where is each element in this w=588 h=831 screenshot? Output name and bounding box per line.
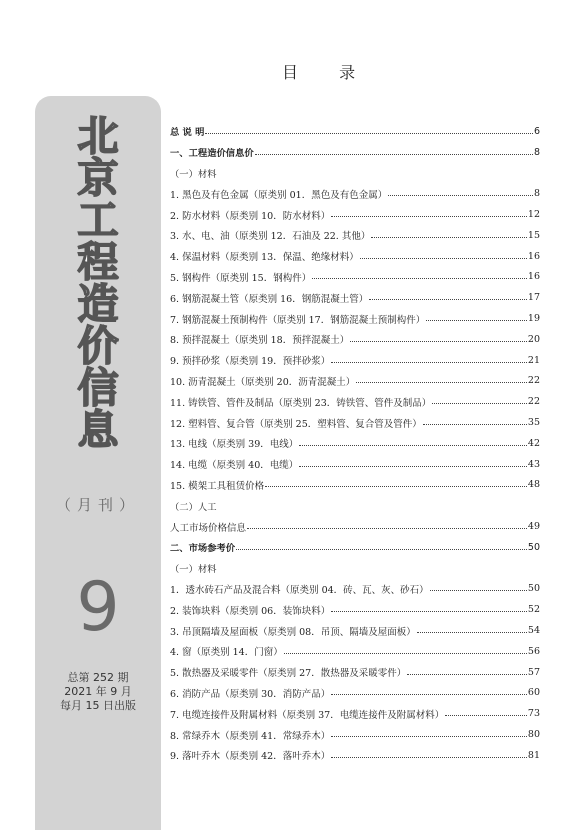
toc-entry-label: 5. 钢构件（原类别 15．钢构件） — [170, 272, 312, 284]
dot-leader — [331, 362, 527, 363]
toc-entry[interactable] — [170, 350, 540, 371]
toc-entry-page: 48 — [527, 479, 540, 491]
toc-entry-page: 80 — [527, 729, 540, 740]
dot-leader — [350, 341, 527, 342]
toc-entry[interactable] — [170, 412, 540, 433]
issue-number: 9 — [76, 568, 120, 647]
toc-entry-label: 二、市场参考价 — [170, 543, 236, 555]
dot-leader — [284, 653, 527, 654]
toc-entry-label: 15. 模架工具租赁价格 — [170, 480, 265, 492]
toc-entry[interactable] — [170, 183, 540, 204]
toc-entry[interactable] — [170, 516, 540, 537]
toc-entry-label: 3. 水、电、油（原类别 12．石油及 22. 其他） — [170, 231, 371, 243]
toc-entry-label: 人工市场价格信息 — [170, 522, 247, 534]
dot-leader — [417, 632, 527, 633]
toc-entry-label: 8. 常绿乔木（原类别 41．常绿乔木） — [170, 730, 331, 742]
toc-entry[interactable] — [170, 579, 540, 600]
toc-entry[interactable] — [170, 163, 540, 184]
dot-leader — [205, 133, 533, 134]
dot-leader — [432, 403, 527, 404]
dot-leader — [299, 445, 527, 446]
dot-leader — [331, 736, 527, 737]
toc-entry[interactable] — [170, 204, 540, 225]
toc-entry[interactable] — [170, 703, 540, 724]
toc-entry[interactable] — [170, 391, 540, 412]
dot-leader — [445, 715, 527, 716]
toc-entry-page: 20 — [527, 333, 540, 345]
toc-entry-page: 17 — [527, 292, 540, 304]
toc-entry-page: 21 — [527, 354, 540, 366]
toc-entry-page: 60 — [527, 687, 540, 699]
dot-leader — [236, 549, 527, 550]
toc-entry-label: 3. 吊顶隔墙及屋面板（原类别 08．吊顶、隔墙及屋面板） — [170, 626, 416, 638]
toc-entry-page: 56 — [527, 645, 540, 657]
toc-entry-label: （一）材料 — [170, 168, 217, 180]
toc-entry[interactable] — [170, 371, 540, 392]
dot-leader — [331, 216, 527, 217]
toc-entry-label: 7. 电缆连接件及附属材料（原类别 37．电缆连接件及附属材料） — [170, 709, 445, 721]
dot-leader — [388, 195, 533, 196]
table-of-contents — [170, 121, 540, 766]
toc-entry[interactable] — [170, 475, 540, 496]
toc-entry[interactable] — [170, 495, 540, 516]
toc-entry-label: 6. 消防产品（原类别 30．消防产品） — [170, 688, 331, 700]
toc-entry-label: 5. 散热器及采暖零件（原类别 27．散热器及采暖零件） — [170, 668, 407, 680]
toc-entry-page: 8 — [533, 146, 540, 158]
title-char: 造 — [77, 280, 119, 328]
toc-entry-label: 总 说 明 — [170, 127, 205, 139]
toc-entry[interactable] — [170, 745, 540, 766]
dot-leader — [331, 611, 527, 612]
dot-leader — [407, 674, 527, 675]
toc-entry-page: 16 — [527, 250, 540, 262]
toc-entry-page: 8 — [533, 188, 540, 200]
toc-entry-page: 57 — [527, 666, 540, 678]
dot-leader — [312, 278, 527, 279]
toc-entry[interactable] — [170, 683, 540, 704]
toc-entry-label: 6. 钢筋混凝土管（原类别 16．钢筋混凝土管） — [170, 293, 369, 305]
toc-entry-label: 14. 电缆（原类别 40．电缆） — [170, 460, 299, 472]
toc-entry-label: 4. 保温材料（原类别 13．保温、绝缘材料） — [170, 252, 359, 264]
toc-entry-page: 12 — [527, 209, 540, 221]
dot-leader — [331, 694, 527, 695]
toc-entry[interactable] — [170, 308, 540, 329]
page-title: 目 录 — [282, 63, 374, 82]
toc-entry-label: 1．透水砖石产品及混合料（原类别 04．砖、瓦、灰、砂石） — [170, 584, 429, 596]
toc-entry-page: 73 — [527, 708, 540, 720]
dot-leader — [369, 299, 527, 300]
title-char: 工 — [77, 196, 119, 244]
sidebar-panel — [35, 96, 161, 830]
toc-entry-label: 13. 电线（原类别 39．电线） — [170, 439, 299, 451]
toc-entry-page: 54 — [527, 625, 540, 637]
toc-entry-page: 52 — [527, 604, 540, 616]
toc-entry[interactable] — [170, 620, 540, 641]
toc-entry[interactable] — [170, 662, 540, 683]
toc-entry[interactable] — [170, 558, 540, 579]
toc-entry-page: 22 — [527, 396, 540, 408]
toc-entry-label: 9. 预拌砂浆（原类别 19．预拌砂浆） — [170, 356, 331, 368]
toc-entry[interactable] — [170, 724, 540, 745]
title-char: 程 — [77, 238, 119, 286]
toc-entry[interactable] — [170, 142, 540, 163]
toc-entry-label: 4. 窗（原类别 14．门窗） — [170, 647, 283, 659]
dot-leader — [331, 757, 527, 758]
toc-entry-page: 19 — [527, 313, 540, 325]
magazine-subtitle: （月刊） — [55, 496, 140, 514]
toc-entry-label: 8. 预拌混凝土（原类别 18．预拌混凝土） — [170, 335, 350, 347]
dot-leader — [371, 237, 527, 238]
toc-entry-page: 42 — [527, 437, 540, 449]
toc-entry-page: 35 — [527, 417, 540, 429]
dot-leader — [430, 590, 527, 591]
toc-entry-label: 11. 铸铁管、管件及制品（原类别 23．铸铁管、管件及制品） — [170, 397, 432, 409]
toc-entry-page: 15 — [527, 229, 540, 241]
total-issue: 总第 252 期 — [67, 671, 129, 684]
magazine-title — [35, 112, 161, 454]
dot-leader — [255, 154, 533, 155]
toc-entry[interactable] — [170, 267, 540, 288]
toc-entry-label: 12. 塑料管、复合管（原类别 25．塑料管、复合管及管件） — [170, 418, 422, 430]
dot-leader — [265, 486, 527, 487]
toc-entry-page: 50 — [527, 541, 540, 553]
issue-date: 2021 年 9 月 — [64, 685, 132, 698]
toc-entry-page: 22 — [527, 375, 540, 387]
toc-entry-page: 81 — [527, 749, 540, 761]
dot-leader — [356, 382, 527, 383]
toc-entry-label: 一、工程造价信息价 — [170, 148, 254, 160]
toc-entry[interactable] — [170, 454, 540, 475]
toc-entry-label: 9. 落叶乔木（原类别 42．落叶乔木） — [170, 751, 331, 763]
title-char: 息 — [77, 406, 119, 454]
toc-entry-page: 6 — [533, 125, 540, 137]
title-char: 京 — [77, 154, 119, 202]
dot-leader — [247, 528, 527, 529]
toc-entry-label: 2. 防水材料（原类别 10．防水材料） — [170, 210, 331, 222]
title-char: 价 — [77, 322, 119, 370]
toc-entry[interactable] — [170, 599, 540, 620]
toc-entry[interactable] — [170, 246, 540, 267]
title-char: 信 — [77, 364, 119, 412]
toc-entry-label: 10. 沥青混凝土（原类别 20．沥青混凝土） — [170, 376, 356, 388]
toc-entry-label: 1. 黑色及有色金属（原类别 01．黑色及有色金属） — [170, 189, 388, 201]
toc-entry[interactable] — [170, 121, 540, 142]
toc-entry-page: 43 — [527, 458, 540, 470]
dot-leader — [299, 466, 527, 467]
dot-leader — [360, 258, 527, 259]
toc-entry-label: 2. 装饰块料（原类别 06．装饰块料） — [170, 605, 331, 617]
dot-leader — [426, 320, 527, 321]
toc-entry[interactable] — [170, 433, 540, 454]
publication-info — [35, 671, 161, 713]
toc-entry-label: （一）材料 — [170, 564, 217, 576]
publish-schedule: 每月 15 日出版 — [60, 699, 136, 712]
toc-entry-label: 7. 钢筋混凝土预制构件（原类别 17．钢筋混凝土预制构件） — [170, 314, 426, 326]
toc-entry[interactable] — [170, 537, 540, 558]
toc-entry-page: 49 — [527, 521, 540, 533]
toc-entry-label: （二）人工 — [170, 501, 217, 513]
toc-entry-page: 16 — [527, 271, 540, 283]
toc-entry[interactable] — [170, 329, 540, 350]
toc-entry[interactable] — [170, 641, 540, 662]
toc-entry[interactable] — [170, 287, 540, 308]
title-char: 北 — [77, 112, 119, 160]
toc-entry-page: 50 — [527, 583, 540, 595]
toc-entry[interactable] — [170, 225, 540, 246]
dot-leader — [423, 424, 527, 425]
